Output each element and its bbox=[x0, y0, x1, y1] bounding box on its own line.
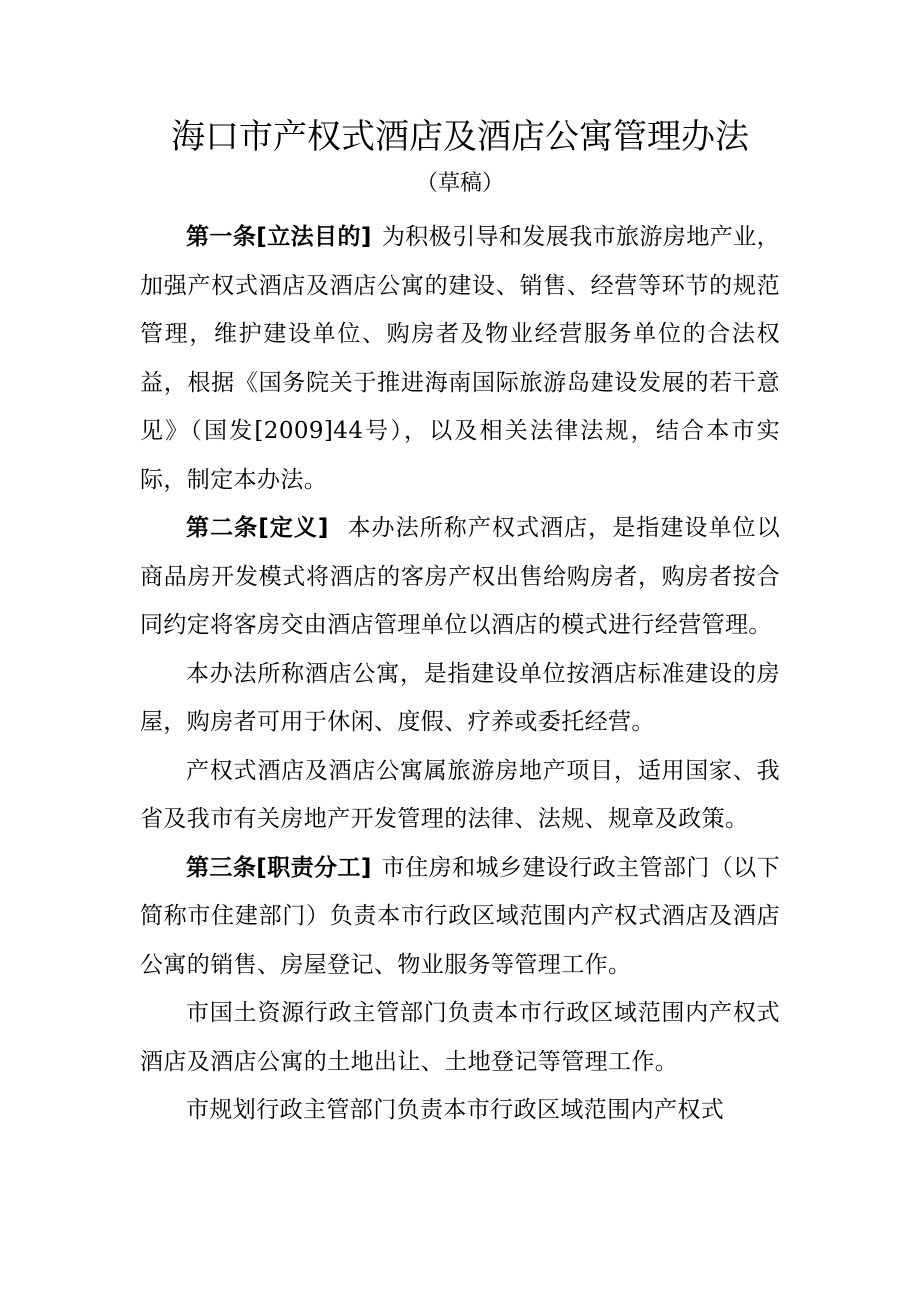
article-3-text: 市住房和城乡建设行政主管部门（以下简称市住建部门）负责本市行政区域范围内产权式酒店及酒店公寓的销售、房屋登记、物业服务等管理工作。 bbox=[140, 854, 780, 978]
article-3-heading: 第三条[职责分工] bbox=[186, 854, 372, 881]
article-1-heading: 第一条[立法目的] bbox=[186, 224, 372, 250]
article-2-text: 本办法所称产权式酒店，是指建设单位以商品房开发模式将酒店的客房产权出售给购房者，购房者按合同约定将客房交由酒店管理单位以酒店的模式进行经营管理。 bbox=[140, 515, 781, 638]
article-2-paragraph bbox=[140, 504, 780, 650]
document-body bbox=[140, 213, 780, 1135]
planning-duty-text: 市规划行政主管部门负责本市行政区域范围内产权式 bbox=[186, 1097, 725, 1123]
applicable-law-paragraph bbox=[140, 747, 780, 844]
planning-duty-paragraph bbox=[140, 1086, 780, 1135]
article-2-heading: 第二条[定义] bbox=[186, 515, 329, 541]
land-resources-duty-text: 市国土资源行政主管部门负责本市行政区域范围内产权式酒店及酒店公寓的土地出让、土地登记等管理工作。 bbox=[140, 1000, 780, 1075]
hotel-apartment-definition-text: 本办法所称酒店公寓，是指建设单位按酒店标准建设的房屋，购房者可用于休闲、度假、疗养或委托经营。 bbox=[140, 660, 780, 735]
land-resources-duty-paragraph bbox=[140, 989, 780, 1086]
document-title: 海口市产权式酒店及酒店公寓管理办法 bbox=[171, 117, 749, 157]
hotel-apartment-definition-paragraph bbox=[140, 650, 780, 747]
article-1-paragraph bbox=[140, 213, 780, 504]
applicable-law-text: 产权式酒店及酒店公寓属旅游房地产项目，适用国家、我省及我市有关房地产开发管理的法律、法规、规章及政策。 bbox=[140, 757, 780, 832]
document-subtitle: （草稿） bbox=[415, 171, 504, 196]
article-1-text: 为积极引导和发展我市旅游房地产业，加强产权式酒店及酒店公寓的建设、销售、经营等环节的规范管理，维护建设单位、购房者及物业经营服务单位的合法权益，根据《国务院关于推进海南国际旅游岛建设发展的若干意见》（国发[2009]44号），以及相关法律法规，结合本市实际，制定本办法。 bbox=[140, 224, 780, 493]
article-3-paragraph bbox=[140, 844, 780, 990]
